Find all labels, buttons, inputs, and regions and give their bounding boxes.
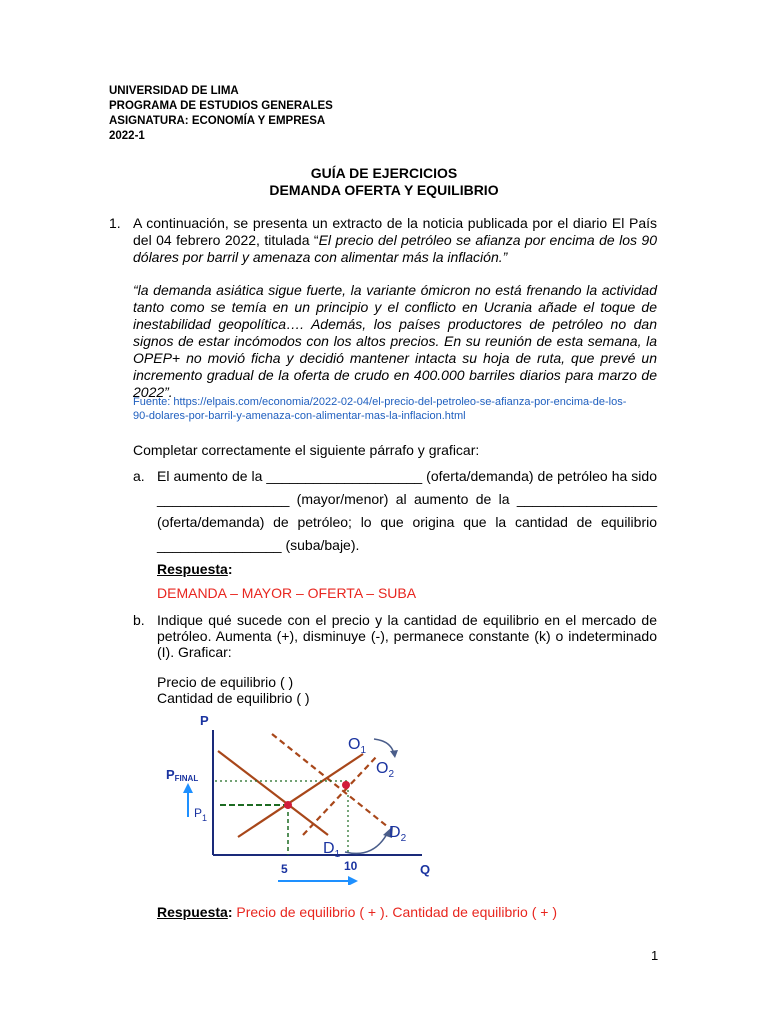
item-a-answer: DEMANDA – MAYOR – OFERTA – SUBA [157,585,417,601]
item-a-letter: a. [133,468,145,484]
item-a-answer-label: Respuesta: [157,561,233,577]
p1-label: $P_1$ [194,806,208,823]
quote-line: tanto como se temía en un principio y el conflicto en Ucrania añade el toque de [133,299,657,315]
university-name: UNIVERSIDAD DE LIMA [109,85,239,97]
article-title-start: El precio del petróleo se afianza por encima de los 90 [318,232,657,248]
quote-line: 2022”. [133,384,173,400]
supply-curve-o1 [238,754,363,837]
o1-label: $O_1$ [348,736,367,756]
item-b-letter: b. [133,612,145,628]
item-b-line-3: (I). Graficar: [157,644,232,660]
title-line-1: GUÍA DE EJERCICIOS [310,165,458,181]
price-equilibrium-blank: Precio de equilibrio ( ) [157,674,294,690]
item-b-line-2: petróleo. Aumenta (+), disminuye (-), permanece constante (k) o indeterminado [157,628,657,644]
title-line-2: DEMANDA OFERTA Y EQUILIBRIO [269,182,499,198]
source-link-line-1[interactable]: Fuente: https://elpais.com/economia/2022-02-04/el-precio-del-petroleo-se-afianza-por-encima-de-los- [133,396,627,408]
quantity-equilibrium-blank: Cantidad de equilibrio ( ) [157,690,310,706]
course-name: ASIGNATURA: ECONOMÍA Y EMPRESA [109,115,326,127]
item-b-line-1: Indique qué sucede con el precio y la cantidad de equilibrio en el mercado de [157,612,657,628]
demand-curve-d1 [218,751,328,835]
intro-line-2 [133,232,657,249]
supply-shift-arrowhead [390,750,398,758]
program-name: PROGRAMA DE ESTUDIOS GENERALES [109,100,333,112]
quote-line: OPEP+ no movió ficha y decidió mantener intacta su hoja de ruta, que prevé un [133,350,657,366]
question-number: 1. [109,215,121,231]
quote-line: “la demanda asiática sigue fuerte, la variante ómicron no está frenando la actividad [133,282,657,298]
quote-line: signos de estar incómodos con los altos precios. En su reunión de esta semana, la [133,333,657,349]
article-title-end: dólares por barril y amenaza con alimentar más la inflación.” [133,249,508,265]
initial-equilibrium-point [284,801,292,809]
document-title [0,165,768,199]
demand-shift-arrow [345,832,388,853]
supply-demand-graph [160,705,450,885]
price-up-arrowhead [183,783,193,793]
intro-line-1: A continuación, se presenta un extracto de la noticia publicada por el diario El País [133,215,657,231]
source-link-line-2[interactable]: 90-dolares-por-barril-y-amenaza-con-alimentar-mas-la-inflacion.html [133,410,466,422]
q-tick-5: 5 [281,862,288,876]
quote-line: incremento gradual de la oferta de crudo en 400.000 barriles diarios para marzo de [133,367,657,383]
instruction-text: Completar correctamente el siguiente párrafo y graficar: [133,442,480,458]
intro-line-2-plain: del 04 febrero 2022, titulada “ [133,232,319,248]
document-header [109,84,333,144]
page-number: 1 [651,948,659,963]
o2-label: $O_2$ [376,760,395,780]
q-axis-label: Q [420,862,431,877]
item-a-line-2: _________________ (mayor/menor) al aumento de la __________________ [157,491,657,507]
d2-label: $D_2$ [389,824,407,844]
item-a-line-4: ________________ (suba/baje). [157,537,360,553]
item-a-line-3: (oferta/demanda) de petróleo; lo que origina que la cantidad de equilibrio [157,514,657,530]
item-a-line-1: El aumento de la ____________________ (oferta/demanda) de petróleo ha sido [157,468,657,484]
item-b-answer: Respuesta: Precio de equilibrio ( + ). Cantidad de equilibrio ( + ) [157,904,557,920]
quote-line: inestabilidad geopolítica…. Además, los países productores de petróleo no dan [133,316,657,332]
final-equilibrium-point [342,781,350,789]
quantity-right-arrowhead [348,876,358,885]
d1-label: $D_1$ [323,840,341,860]
q-tick-10: 10 [344,859,358,873]
p-final-label: PFINAL [166,767,199,783]
term: 2022-1 [109,130,145,142]
p-axis-label: P [200,713,209,728]
